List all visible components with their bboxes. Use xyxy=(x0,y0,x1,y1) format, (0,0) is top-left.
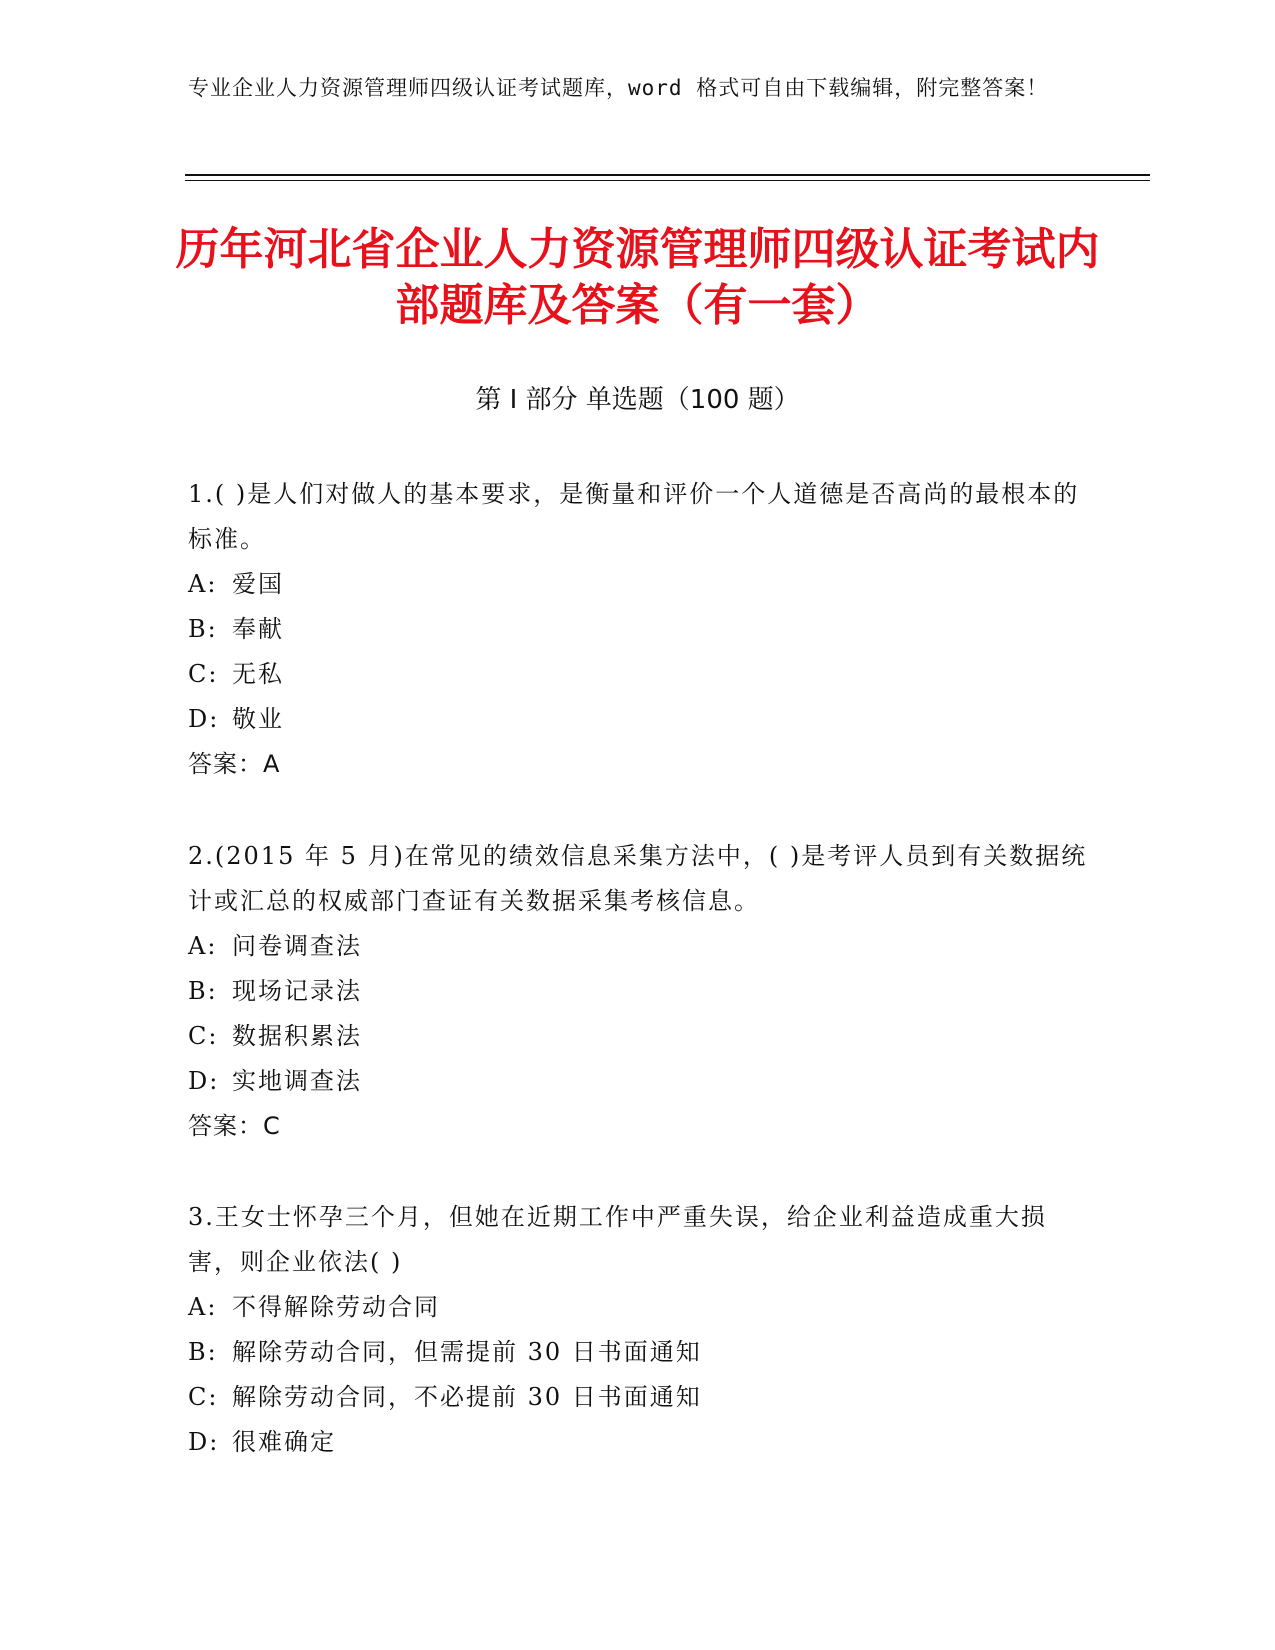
option-letter: C: xyxy=(188,660,219,688)
option-letter: C: xyxy=(188,1022,219,1050)
question-1 xyxy=(188,472,1088,787)
option-text: 奉献 xyxy=(232,615,284,643)
header-divider-thick xyxy=(185,174,1150,176)
option-text: 爱国 xyxy=(232,570,284,598)
option-d xyxy=(188,1059,1088,1104)
option-b xyxy=(188,1330,1088,1375)
option-letter: C: xyxy=(188,1383,219,1411)
option-b xyxy=(188,969,1088,1014)
option-text: 无私 xyxy=(232,660,284,688)
option-text: 不得解除劳动合同 xyxy=(232,1293,440,1321)
option-letter: B: xyxy=(188,615,218,643)
option-letter: B: xyxy=(188,1338,218,1366)
option-letter: A: xyxy=(188,932,218,960)
header-note: 专业企业人力资源管理师四级认证考试题库，word 格式可自由下载编辑，附完整答案！ xyxy=(188,76,1049,100)
option-letter: D: xyxy=(188,1067,220,1095)
option-letter: B: xyxy=(188,977,218,1005)
option-letter: A: xyxy=(188,1293,218,1321)
option-letter: D: xyxy=(188,1428,220,1456)
option-d xyxy=(188,1420,1088,1465)
option-text: 很难确定 xyxy=(232,1428,336,1456)
option-letter: D: xyxy=(188,705,220,733)
document-title: 历年河北省企业人力资源管理师四级认证考试内部题库及答案（有一套） xyxy=(175,224,1100,331)
option-a xyxy=(188,1285,1088,1330)
header-divider-thin xyxy=(185,180,1150,181)
option-text: 数据积累法 xyxy=(232,1022,362,1050)
section-heading: 第 I 部分 单选题（100 题） xyxy=(475,385,800,415)
question-2 xyxy=(188,834,1088,1149)
option-letter: A: xyxy=(188,570,218,598)
option-text: 问卷调查法 xyxy=(232,932,362,960)
option-a xyxy=(188,924,1088,969)
option-a xyxy=(188,562,1088,607)
option-text: 解除劳动合同，不必提前 30 日书面通知 xyxy=(232,1383,702,1411)
option-c xyxy=(188,652,1088,697)
option-text: 实地调查法 xyxy=(232,1067,362,1095)
question-stem: 2.(2015 年 5 月)在常见的绩效信息采集方法中，( )是考评人员到有关数据统计或汇总的权威部门查证有关数据采集考核信息。 xyxy=(188,842,1088,915)
option-c xyxy=(188,1014,1088,1059)
option-text: 敬业 xyxy=(232,705,284,733)
answer-line: 答案：A xyxy=(188,750,281,778)
option-b xyxy=(188,607,1088,652)
option-c xyxy=(188,1375,1088,1420)
option-text: 解除劳动合同，但需提前 30 日书面通知 xyxy=(232,1338,702,1366)
question-stem: 1.( )是人们对做人的基本要求，是衡量和评价一个人道德是否高尚的最根本的标准。 xyxy=(188,480,1080,553)
question-stem: 3.王女士怀孕三个月，但她在近期工作中严重失误，给企业利益造成重大损害，则企业依法( ) xyxy=(188,1203,1047,1276)
option-d xyxy=(188,697,1088,742)
question-3 xyxy=(188,1195,1088,1465)
option-text: 现场记录法 xyxy=(232,977,362,1005)
answer-line: 答案：C xyxy=(188,1112,281,1140)
